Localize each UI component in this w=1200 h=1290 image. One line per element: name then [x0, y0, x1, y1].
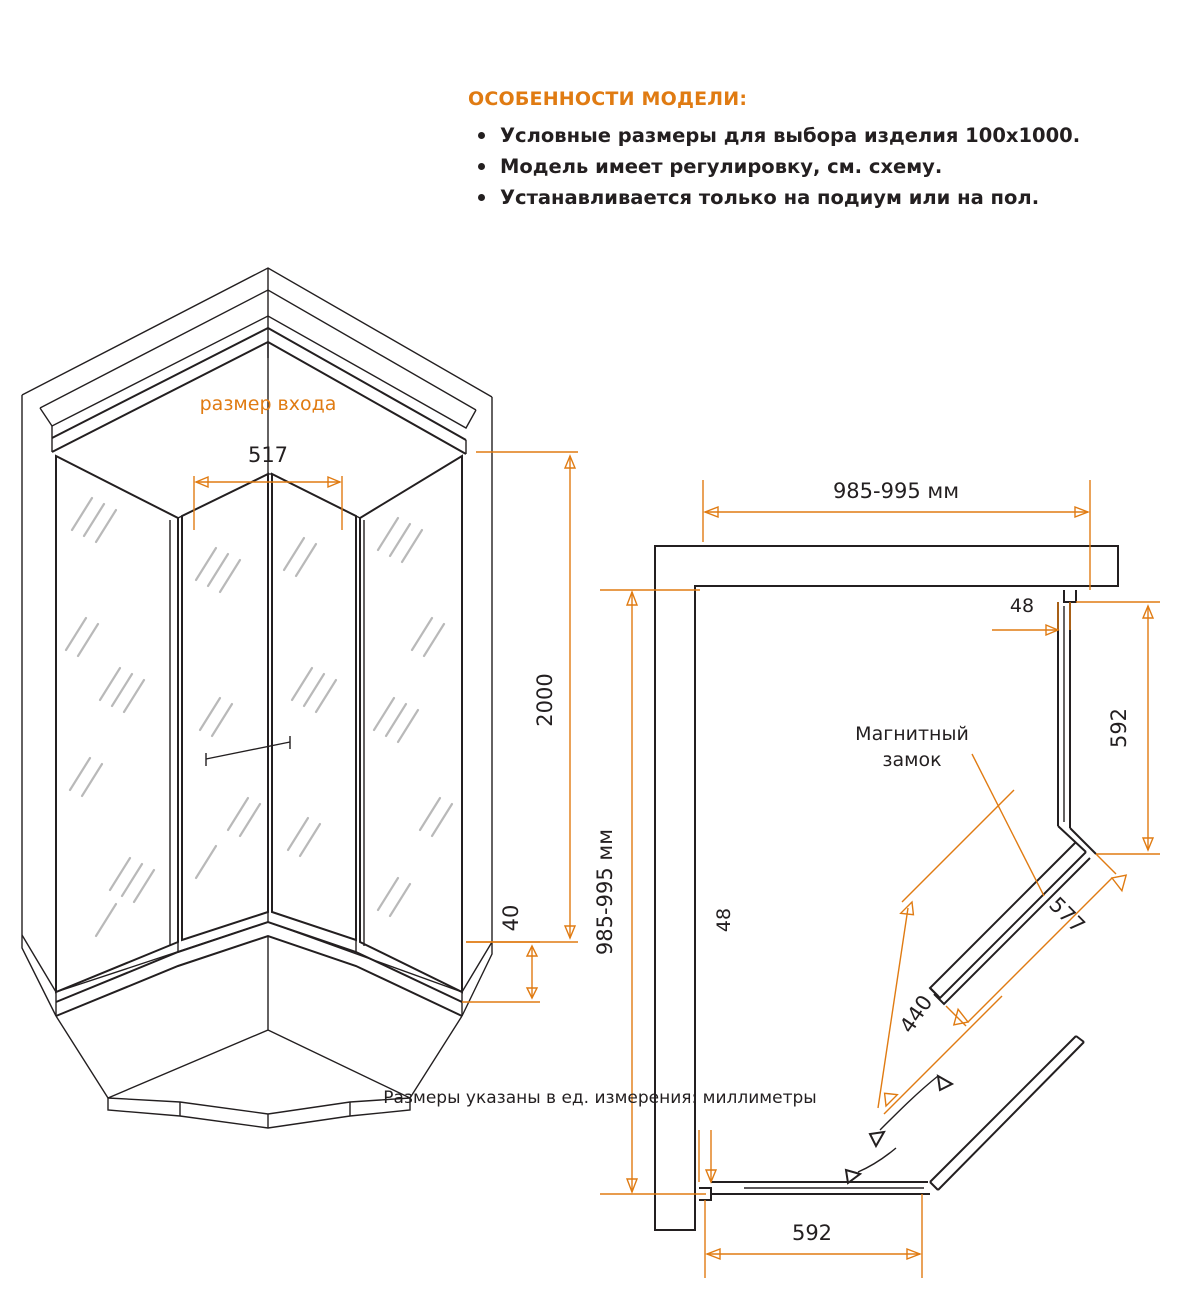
- door-leaf-dimension: [878, 790, 1014, 1114]
- adjust-value: 40: [499, 904, 523, 932]
- right-592-dimension: [1076, 602, 1160, 854]
- technical-drawing: [0, 230, 1200, 1290]
- height-value: 2000: [533, 673, 557, 727]
- top-width-dimension: [703, 479, 1090, 590]
- magnet-lock-label-line1: Магнитный: [855, 723, 969, 745]
- left-height-value: 985-995 мм: [593, 828, 617, 956]
- profile-48-bottom-value: 48: [713, 907, 735, 933]
- glass-hatching: [66, 498, 452, 936]
- features-list: [420, 120, 1120, 213]
- features-block: [420, 88, 1120, 213]
- profile-48-top-value: 48: [1009, 595, 1035, 617]
- diagonal-577-value: 577: [1044, 892, 1090, 938]
- entrance-label: размер входа: [199, 393, 337, 415]
- profile-48-top: [992, 595, 1070, 635]
- entrance-width-value: 517: [247, 443, 289, 467]
- features-title: ОСОБЕННОСТИ МОДЕЛИ:: [468, 88, 748, 110]
- top-view-plan: [593, 479, 1160, 1278]
- bottom-592-value: 592: [791, 1221, 833, 1245]
- list-item: Модель имеет регулировку, см. схему.: [500, 151, 1120, 182]
- profile-48-bottom: [699, 908, 735, 1182]
- top-width-value: 985-995 мм: [832, 479, 960, 503]
- door-leaf-value: 440: [895, 990, 938, 1038]
- right-592-value: 592: [1107, 707, 1131, 749]
- units-note: Размеры указаны в ед. измерения: миллиметры: [383, 1088, 817, 1108]
- magnet-lock-label-line2: замок: [882, 749, 942, 771]
- list-item: Условные размеры для выбора изделия 100x1000.: [500, 120, 1120, 151]
- height-dimension: [466, 452, 578, 942]
- list-item: Устанавливается только на подиум или на пол.: [500, 182, 1120, 213]
- magnet-lock-callout: [855, 723, 1044, 896]
- bottom-592-dimension: [705, 1194, 922, 1278]
- adjust-dimension: [462, 905, 540, 1002]
- perspective-view: [22, 268, 578, 1128]
